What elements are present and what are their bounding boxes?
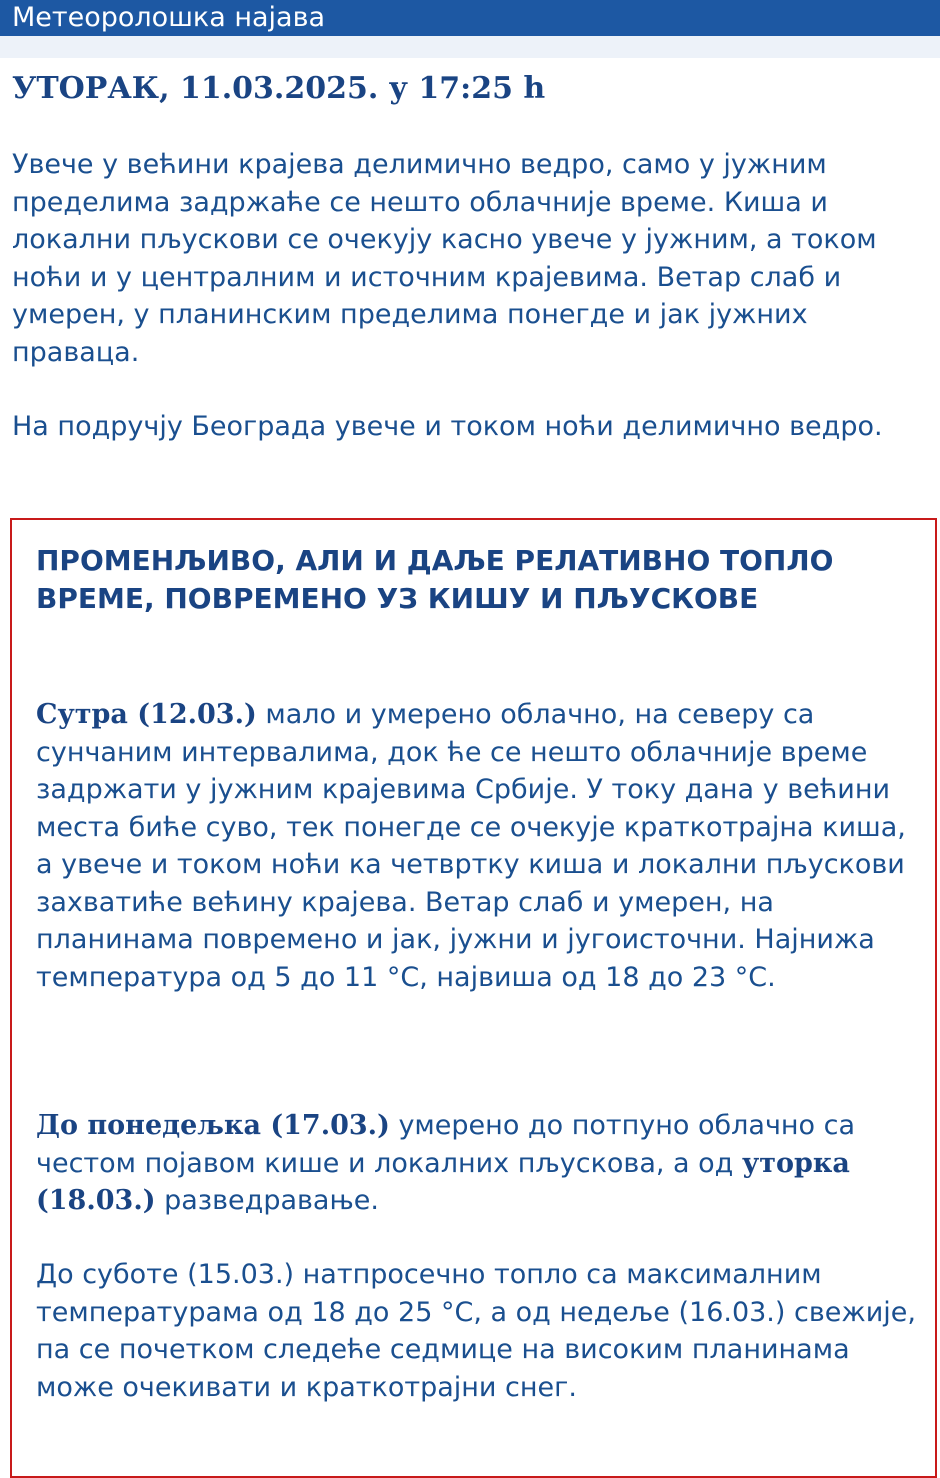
outlook-saturday-paragraph: До суботе (15.03.) натпросечно топло са максималним температурама од 18 до 25 °C, а од недеље (16.03.) свежије, па се почетком следеће седмице на високим планинама може очекивати и краткотрајни снег. bbox=[36, 1259, 916, 1403]
belgrade-forecast-paragraph: На подручју Београда увече и током ноћи делимично ведро. bbox=[12, 411, 883, 442]
header-title: Метеоролошка најава bbox=[12, 2, 326, 33]
forecast-paragraph: Увече у већини крајева делимично ведро, само у јужним пределима задржаће се нешто облачније време. Киша и локални пљускови се очекују касно увече у јужним, а током ноћи и у централним и источним крајевима. Ветар слаб и умерен, у планинским пределима понегде и јак јужних праваца. bbox=[12, 149, 877, 368]
outlook-monday-paragraph bbox=[36, 1107, 916, 1220]
tuesday-label: уторка (18.03.) bbox=[36, 1147, 850, 1216]
outlook-tomorrow-paragraph bbox=[36, 696, 916, 996]
outlook-box bbox=[10, 518, 937, 1478]
tomorrow-label: Сутра (12.03.) bbox=[36, 699, 257, 730]
tuesday-text: разведравање. bbox=[155, 1185, 379, 1216]
header-divider bbox=[0, 36, 940, 58]
tomorrow-text: мало и умерено облачно, на северу са сунчаним интервалима, док ће се нешто облачније време задржати у јужним крајевима Србије. У току дана у већини места биће суво, тек понегде се очекује краткотрајна киша, а увече и током ноћи ка четвртку киша и локални пљускови захватиће већину крајева. Ветар слаб и умерен, на планинама повремено и јак, јужни и југоисточни. Најнижа температура од 5 до 11 °C, највиша од 18 до 23 °C. bbox=[36, 699, 906, 993]
monday-text: умерено до потпуно облачно са честом појавом кише и локалних пљускова, а од bbox=[36, 1110, 856, 1179]
monday-label: До понедељка (17.03.) bbox=[36, 1110, 390, 1141]
issued-date-heading: УТОРАК, 11.03.2025. у 17:25 h bbox=[12, 71, 546, 106]
outlook-title: ПРОМЕНЉИВО, АЛИ И ДАЉЕ РЕЛАТИВНО ТОПЛО ВРЕМЕ, ПОВРЕМЕНО УЗ КИШУ И ПЉУСКОВЕ bbox=[36, 544, 834, 615]
page-header bbox=[0, 0, 940, 36]
